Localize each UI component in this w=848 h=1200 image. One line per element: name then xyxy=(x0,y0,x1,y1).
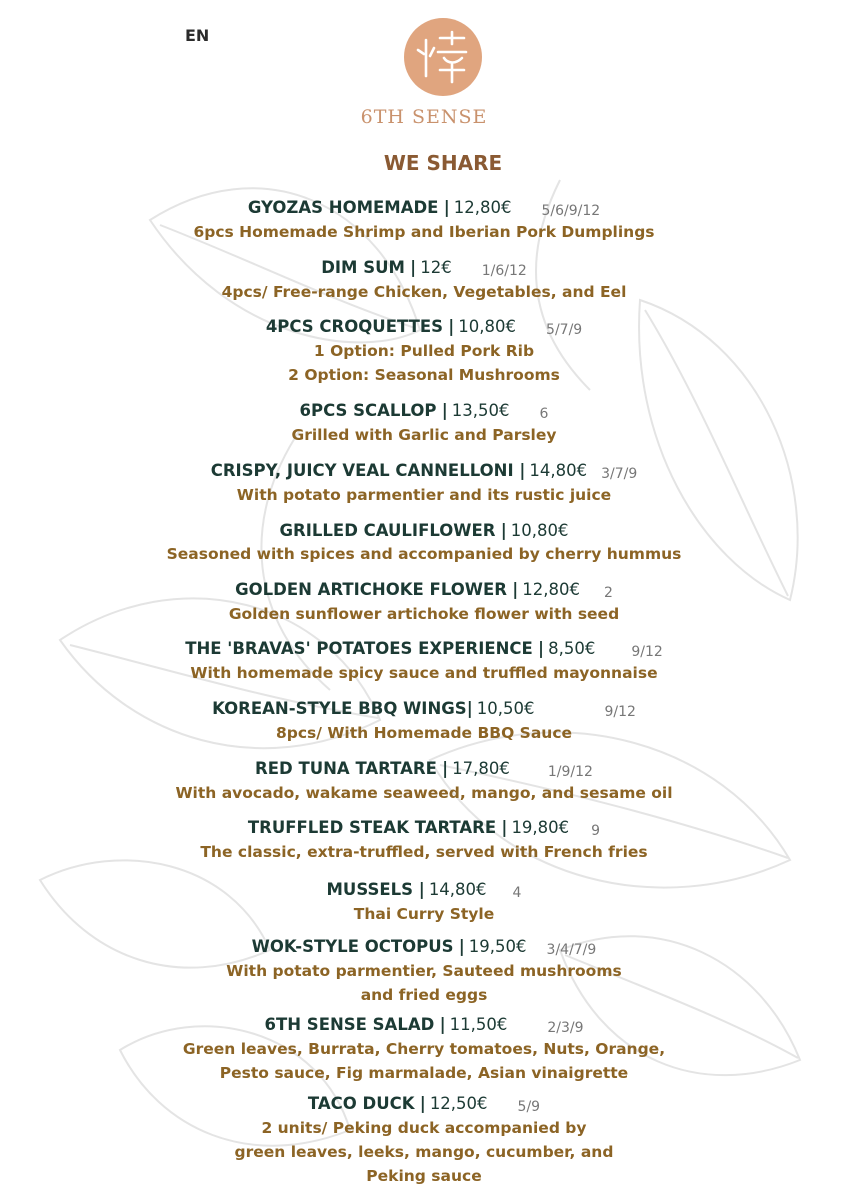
item-description: Peking sauce xyxy=(366,1167,482,1185)
item-separator: | xyxy=(443,198,450,217)
item-name-line xyxy=(0,879,848,902)
item-description: With potato parmentier and its rustic juice xyxy=(236,486,612,504)
item-allergens: 2 xyxy=(603,585,613,601)
item-price: 14,80€ xyxy=(428,880,487,899)
item-allergens: 4 xyxy=(512,885,522,901)
section-title: WE SHARE xyxy=(383,151,503,175)
item-allergens: 2/3/9 xyxy=(547,1020,584,1036)
item-name-line xyxy=(0,638,848,661)
item-allergens: 5/6/9/12 xyxy=(541,203,601,219)
item-description: The classic, extra-truffled, served with French fries xyxy=(200,843,648,861)
item-description: 2 Option: Seasonal Mushrooms xyxy=(288,366,560,384)
item-name: 6TH SENSE SALAD xyxy=(264,1015,435,1034)
item-description: With homemade spicy sauce and truffled mayonnaise xyxy=(190,664,658,682)
item-price: 8,50€ xyxy=(548,639,596,658)
menu-item xyxy=(0,1014,848,1085)
item-name: GRILLED CAULIFLOWER xyxy=(279,521,496,540)
item-description: 2 units/ Peking duck accompanied by xyxy=(261,1119,587,1137)
item-separator: | xyxy=(410,258,417,277)
item-description: 8pcs/ With Homemade BBQ Sauce xyxy=(275,724,573,742)
menu-item xyxy=(0,638,848,685)
item-description: 6pcs Homemade Shrimp and Iberian Pork Dumplings xyxy=(193,223,655,241)
item-name: 6PCS SCALLOP xyxy=(299,401,437,420)
item-separator: | xyxy=(500,521,507,540)
item-name: MUSSELS xyxy=(326,880,419,899)
item-separator: | xyxy=(458,937,465,956)
item-separator: | xyxy=(419,1094,426,1113)
item-name: GYOZAS HOMEMADE xyxy=(247,198,439,217)
brand-name: 6TH SENSE xyxy=(360,106,488,128)
logo-glyph-icon xyxy=(404,18,482,96)
item-name-line xyxy=(0,698,848,721)
item-price: 19,80€ xyxy=(511,818,570,837)
item-name: CRISPY, JUICY VEAL CANNELLONI xyxy=(210,461,520,480)
item-allergens: 5/9 xyxy=(517,1099,541,1115)
item-name-line xyxy=(0,257,848,280)
item-name-line xyxy=(0,520,848,542)
item-name: 4PCS CROQUETTES xyxy=(265,317,444,336)
item-price: 12,80€ xyxy=(522,580,580,599)
language-indicator[interactable]: EN xyxy=(185,26,210,45)
item-price: 12€ xyxy=(420,258,452,277)
item-name-line xyxy=(0,579,848,602)
item-allergens: 5/7/9 xyxy=(546,322,583,338)
item-description: green leaves, leeks, mango, cucumber, and xyxy=(234,1143,614,1161)
item-description: With potato parmentier, Sauteed mushrooms xyxy=(226,962,622,980)
item-description: Pesto sauce, Fig marmalade, Asian vinaigrette xyxy=(219,1064,629,1082)
item-separator: | xyxy=(442,759,449,778)
item-allergens: 9/12 xyxy=(631,644,663,660)
item-price: 12,50€ xyxy=(429,1094,488,1113)
item-allergens: 6 xyxy=(539,406,549,422)
menu-item xyxy=(0,257,848,304)
item-name: THE 'BRAVAS' POTATOES EXPERIENCE xyxy=(185,639,533,658)
item-name-line xyxy=(0,400,848,423)
item-price: 13,50€ xyxy=(451,401,510,420)
item-description: Grilled with Garlic and Parsley xyxy=(291,426,557,444)
item-separator: | xyxy=(512,580,519,599)
item-name-line xyxy=(0,197,848,220)
item-allergens: 1/6/12 xyxy=(481,263,527,279)
item-separator: | xyxy=(441,401,448,420)
item-allergens: 1/9/12 xyxy=(547,764,593,780)
menu-item xyxy=(0,817,848,864)
item-allergens: 3/7/9 xyxy=(601,466,638,482)
item-name: KOREAN-STYLE BBQ WINGS xyxy=(212,699,467,718)
menu-item xyxy=(0,400,848,447)
menu-item xyxy=(0,1093,848,1188)
item-name: RED TUNA TARTARE xyxy=(255,759,437,778)
item-description: With avocado, wakame seaweed, mango, and sesame oil xyxy=(175,784,673,802)
item-description: Seasoned with spices and accompanied by cherry hummus xyxy=(166,545,682,563)
item-separator: | xyxy=(448,317,455,336)
item-name-line xyxy=(0,460,848,483)
item-description: 1 Option: Pulled Pork Rib xyxy=(313,342,535,360)
menu-item xyxy=(0,316,848,387)
item-separator: | xyxy=(519,461,526,480)
menu-item xyxy=(0,460,848,507)
item-description: and fried eggs xyxy=(360,986,488,1004)
item-price: 11,50€ xyxy=(449,1015,508,1034)
menu-item xyxy=(0,579,848,626)
item-price: 10,50€ xyxy=(476,699,535,718)
item-allergens: 9 xyxy=(591,823,601,839)
menu-item xyxy=(0,698,848,745)
menu-item xyxy=(0,879,848,926)
menu-item xyxy=(0,520,848,566)
item-name: DIM SUM xyxy=(321,258,405,277)
item-allergens: 3/4/7/9 xyxy=(546,942,597,958)
item-allergens: 9/12 xyxy=(604,704,636,720)
item-name-line xyxy=(0,936,848,959)
item-name-line xyxy=(0,1093,848,1116)
menu-item xyxy=(0,936,848,1007)
item-description: Golden sunflower artichoke flower with seed xyxy=(228,605,620,623)
item-price: 10,80€ xyxy=(458,317,517,336)
item-name: WOK-STYLE OCTOPUS xyxy=(251,937,454,956)
item-price: 19,50€ xyxy=(468,937,527,956)
brand-logo xyxy=(404,18,482,96)
menu-item xyxy=(0,758,848,805)
item-description: 4pcs/ Free-range Chicken, Vegetables, and Eel xyxy=(221,283,627,301)
item-price: 10,80€ xyxy=(510,521,569,540)
item-price: 17,80€ xyxy=(452,759,510,778)
item-price: 14,80€ xyxy=(529,461,588,480)
item-description: Green leaves, Burrata, Cherry tomatoes, Nuts, Orange, xyxy=(182,1040,666,1058)
item-name-line xyxy=(0,817,848,840)
item-separator: | xyxy=(538,639,545,658)
item-name: TRUFFLED STEAK TARTARE xyxy=(247,818,497,837)
item-separator: | xyxy=(439,1015,446,1034)
menu-item xyxy=(0,197,848,244)
item-name-line xyxy=(0,316,848,339)
item-separator: | xyxy=(418,880,425,899)
item-price: 12,80€ xyxy=(453,198,512,217)
item-name: GOLDEN ARTICHOKE FLOWER xyxy=(235,580,507,599)
item-name-line xyxy=(0,1014,848,1037)
item-name-line xyxy=(0,758,848,781)
item-separator: | xyxy=(501,818,508,837)
item-separator: | xyxy=(466,699,473,718)
item-description: Thai Curry Style xyxy=(353,905,495,923)
item-name: TACO DUCK xyxy=(307,1094,415,1113)
